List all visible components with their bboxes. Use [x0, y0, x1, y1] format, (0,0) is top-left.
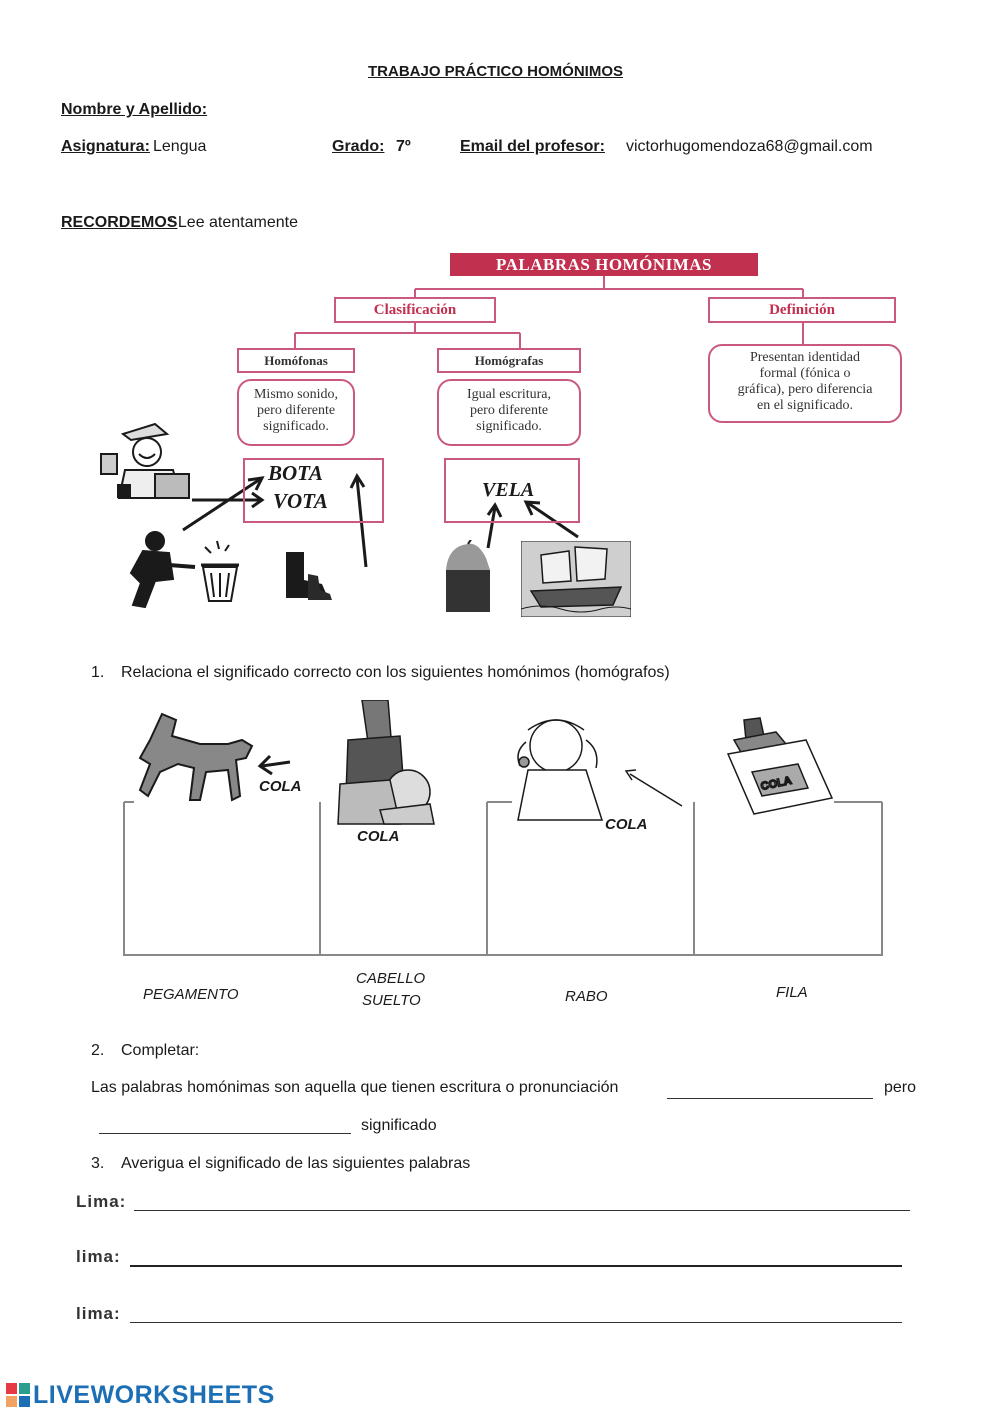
- girl-ponytail-image: [518, 720, 602, 820]
- exercise1-prompt: Relaciona el significado correcto con los siguientes homónimos (homógrafos): [121, 664, 670, 681]
- homographs-description: [437, 379, 581, 446]
- glue-bottle-image: [728, 718, 832, 814]
- grade-value: 7º: [396, 138, 411, 155]
- diagram-title: PALABRAS HOMÓNIMAS: [450, 253, 758, 276]
- horse-image: [140, 714, 252, 800]
- blank-writing-pronunciation[interactable]: [667, 1083, 873, 1099]
- homographs-desc-line: pero diferente: [469, 403, 549, 418]
- exercise2-prompt: Completar:: [121, 1042, 200, 1059]
- homographs-desc-line: Igual escritura,: [467, 387, 551, 402]
- liveworksheets-logo-icon: [6, 1383, 30, 1407]
- homophones-desc-line: significado.: [263, 419, 329, 434]
- exercise3-number: 3.: [91, 1155, 105, 1172]
- cola-label-horse: COLA: [259, 778, 302, 795]
- word-vota: VOTA: [273, 489, 328, 513]
- email-label: Email del profesor:: [460, 138, 605, 155]
- cola-label-girl: COLA: [605, 816, 648, 833]
- homophones-desc-line: Mismo sonido,: [253, 387, 338, 402]
- homographs-box: Homógrafas: [437, 348, 581, 373]
- definition-description: [708, 344, 902, 423]
- exercise1-illustrations: [0, 700, 1000, 970]
- word-vela: VELA: [482, 479, 535, 501]
- option-fila: FILA: [776, 984, 808, 1001]
- page-title: TRABAJO PRÁCTICO HOMÓNIMOS: [368, 63, 623, 80]
- name-label: Nombre y Apellido:: [61, 101, 208, 118]
- liveworksheets-logo[interactable]: [6, 1380, 275, 1410]
- answer-line-lima-3[interactable]: [130, 1308, 902, 1323]
- answer-line-lima-1[interactable]: [134, 1196, 910, 1211]
- definition-desc-line: en el significado.: [756, 398, 854, 413]
- classification-box: Clasificación: [334, 297, 496, 323]
- runner-trashcan-illustration: [125, 527, 255, 611]
- homophones-box: Homófonas: [237, 348, 355, 373]
- exercise1-number: 1.: [91, 664, 105, 681]
- word-lima-1: Lima:: [76, 1192, 127, 1211]
- boots-illustration: [282, 550, 334, 602]
- option-cabello: CABELLO: [356, 970, 426, 987]
- recall-text: : Lee atentamente: [169, 214, 298, 231]
- cola-label-hair: COLA: [357, 828, 400, 845]
- definition-box: Definición: [708, 297, 896, 323]
- answer-boxes: [124, 802, 882, 955]
- definition-desc-line: gráfica), pero diferencia: [737, 382, 873, 397]
- definition-desc-line: formal (fónica o: [759, 366, 851, 381]
- exercise2-sentence: Las palabras homónimas son aquella que tienen escritura o pronunciación: [91, 1079, 619, 1096]
- homophones-description: [237, 379, 355, 446]
- grade-label: Grado:: [332, 138, 385, 155]
- exercise2-number: 2.: [91, 1042, 105, 1059]
- option-pegamento: PEGAMENTO: [143, 986, 239, 1003]
- definition-desc-line: Presentan identidad: [749, 350, 861, 365]
- email-value: victorhugomendoza68@gmail.com: [626, 138, 873, 155]
- homographs-desc-line: significado.: [476, 419, 542, 434]
- answer-line-lima-2[interactable]: [130, 1251, 902, 1267]
- voter-man-illustration: [95, 418, 205, 504]
- candle-illustration: [442, 540, 494, 614]
- subject-label: Asignatura:: [61, 138, 150, 155]
- exercise3-prompt: Averigua el significado de las siguientes palabras: [121, 1155, 471, 1172]
- word-lima-2: lima:: [76, 1247, 121, 1266]
- blank-meaning[interactable]: [99, 1119, 351, 1134]
- option-suelto: SUELTO: [362, 992, 421, 1009]
- subject-value: Lengua: [153, 138, 207, 155]
- recall-label: RECORDEMOS: [61, 214, 178, 231]
- word-significado: significado: [361, 1117, 437, 1134]
- word-lima-3: lima:: [76, 1304, 121, 1323]
- word-pero: pero: [884, 1079, 917, 1096]
- word-bota: BOTA: [268, 461, 323, 485]
- homophones-desc-line: pero diferente: [256, 403, 336, 418]
- sailing-ship-illustration: [521, 541, 631, 617]
- liveworksheets-logo-text: LIVEWORKSHEETS: [33, 1380, 275, 1409]
- option-rabo: RABO: [565, 988, 608, 1005]
- svg-text:COLA: COLA: [759, 774, 793, 793]
- hair-braid-image: [338, 700, 434, 824]
